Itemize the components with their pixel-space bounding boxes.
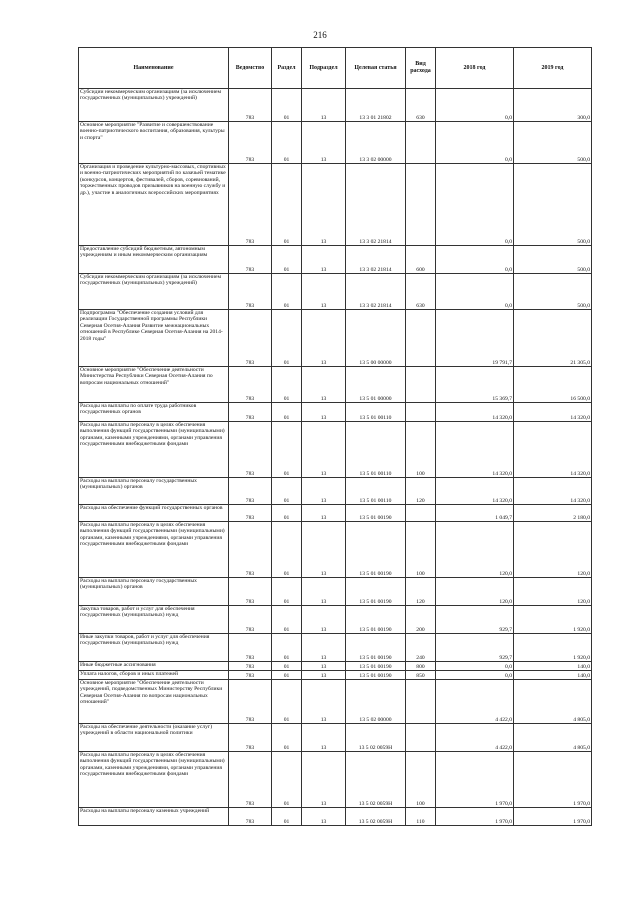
cell-2019: 2 180,0 [514, 505, 592, 522]
cell-2019: 140,0 [514, 671, 592, 680]
header-target: Целевая статья [346, 48, 406, 89]
cell-section: 01 [272, 310, 302, 367]
cell-section: 01 [272, 246, 302, 274]
cell-exp-type: 100 [406, 752, 436, 808]
cell-target: 13 5 02 0059Н [346, 808, 406, 826]
table-row [79, 662, 592, 671]
cell-name: Расходы на выплаты персоналу в целях обеспечения выполнения функций государственными (муниципальными) органами, казенными учреждениями, органами управления государственными внебюджетными фондами [79, 422, 229, 478]
cell-2018: 15 369,7 [436, 367, 514, 403]
cell-target: 13 3 02 00000 [346, 122, 406, 164]
cell-name: Основное мероприятие "Обеспечение деятельности Министерства Республики Северная Осетия-Алания по вопросам национальных отношений" [79, 367, 229, 403]
cell-subsection: 13 [302, 606, 346, 634]
cell-subsection: 13 [302, 808, 346, 826]
cell-dept: 783 [229, 671, 272, 680]
cell-2018: 4 422,0 [436, 724, 514, 752]
cell-exp-type: 120 [406, 578, 436, 606]
header-dept: Ведомство [229, 48, 272, 89]
cell-section: 01 [272, 680, 302, 724]
cell-exp-type: 630 [406, 89, 436, 122]
cell-subsection: 13 [302, 671, 346, 680]
cell-2019: 120,0 [514, 578, 592, 606]
cell-2018: 0,0 [436, 662, 514, 671]
table-row [79, 724, 592, 752]
header-name: Наименование [79, 48, 229, 89]
cell-name: Расходы на обеспечение функций государственных органов [79, 505, 229, 522]
cell-subsection: 13 [302, 752, 346, 808]
cell-exp-type: 120 [406, 478, 436, 505]
cell-subsection: 13 [302, 403, 346, 422]
cell-2019: 14 320,0 [514, 422, 592, 478]
cell-name: Закупка товаров, работ и услуг для обеспечения государственных (муниципальных) нужд [79, 606, 229, 634]
cell-dept: 783 [229, 522, 272, 578]
cell-subsection: 13 [302, 246, 346, 274]
cell-section: 01 [272, 808, 302, 826]
cell-2019: 120,0 [514, 522, 592, 578]
cell-subsection: 13 [302, 367, 346, 403]
table-body [79, 89, 592, 826]
cell-name: Расходы на выплаты персоналу в целях обеспечения выполнения функций государственными (муниципальными) органами, казенными учреждениями, органами управления государственными внебюджетными фондами [79, 752, 229, 808]
cell-section: 01 [272, 505, 302, 522]
cell-section: 01 [272, 274, 302, 310]
cell-exp-type [406, 122, 436, 164]
cell-exp-type: 100 [406, 522, 436, 578]
cell-section: 01 [272, 367, 302, 403]
cell-section: 01 [272, 724, 302, 752]
cell-2018: 120,0 [436, 522, 514, 578]
cell-2019: 21 305,0 [514, 310, 592, 367]
cell-2019: 1 920,0 [514, 606, 592, 634]
table-row [79, 671, 592, 680]
cell-exp-type [406, 505, 436, 522]
cell-2018: 1 970,0 [436, 808, 514, 826]
cell-subsection: 13 [302, 680, 346, 724]
cell-2019: 1 920,0 [514, 634, 592, 662]
cell-section: 01 [272, 606, 302, 634]
cell-name: Субсидии некоммерческим организациям (за исключением государственных (муниципальных) учреждений) [79, 89, 229, 122]
cell-exp-type: 850 [406, 671, 436, 680]
cell-2019: 1 970,0 [514, 752, 592, 808]
cell-exp-type: 800 [406, 662, 436, 671]
header-2018: 2018 год [436, 48, 514, 89]
cell-target: 13 5 01 00110 [346, 478, 406, 505]
table-row [79, 634, 592, 662]
cell-2018: 4 422,0 [436, 680, 514, 724]
cell-subsection: 13 [302, 274, 346, 310]
cell-exp-type: 200 [406, 606, 436, 634]
cell-section: 01 [272, 422, 302, 478]
cell-dept: 783 [229, 752, 272, 808]
table-row [79, 752, 592, 808]
cell-2019: 4 805,0 [514, 724, 592, 752]
cell-target: 13 3 02 21814 [346, 164, 406, 246]
cell-section: 01 [272, 522, 302, 578]
table-row [79, 808, 592, 826]
table-row [79, 274, 592, 310]
cell-target: 13 5 01 00190 [346, 522, 406, 578]
cell-exp-type [406, 680, 436, 724]
cell-section: 01 [272, 662, 302, 671]
cell-dept: 783 [229, 478, 272, 505]
cell-2019: 14 320,0 [514, 478, 592, 505]
cell-2018: 1 049,7 [436, 505, 514, 522]
cell-2019: 300,0 [514, 89, 592, 122]
cell-exp-type: 100 [406, 422, 436, 478]
table-row [79, 403, 592, 422]
cell-name: Расходы на выплаты персоналу казенных учреждений [79, 808, 229, 826]
cell-target: 13 3 02 21814 [346, 274, 406, 310]
cell-2019: 14 320,0 [514, 403, 592, 422]
cell-dept: 783 [229, 634, 272, 662]
cell-target: 13 5 02 0059Н [346, 724, 406, 752]
cell-2018: 0,0 [436, 246, 514, 274]
cell-2018: 929,7 [436, 634, 514, 662]
cell-2018: 0,0 [436, 671, 514, 680]
cell-target: 13 5 01 00000 [346, 367, 406, 403]
cell-dept: 783 [229, 724, 272, 752]
cell-section: 01 [272, 164, 302, 246]
cell-2018: 929,7 [436, 606, 514, 634]
cell-dept: 783 [229, 367, 272, 403]
cell-section: 01 [272, 752, 302, 808]
cell-2019: 140,0 [514, 662, 592, 671]
cell-2019: 4 805,0 [514, 680, 592, 724]
cell-section: 01 [272, 403, 302, 422]
cell-2019: 500,0 [514, 274, 592, 310]
cell-name: Расходы на выплаты персоналу государственных (муниципальных) органов [79, 578, 229, 606]
cell-name: Основное мероприятие "Обеспечение деятельности учреждений, подведомственных Министерству Республики Северная Осетия-Алания по вопросам национальных отношений" [79, 680, 229, 724]
cell-target: 13 3 02 21814 [346, 246, 406, 274]
table-row [79, 310, 592, 367]
cell-2018: 1 970,0 [436, 752, 514, 808]
cell-section: 01 [272, 578, 302, 606]
cell-section: 01 [272, 122, 302, 164]
cell-exp-type [406, 164, 436, 246]
cell-target: 13 3 01 21802 [346, 89, 406, 122]
cell-dept: 783 [229, 164, 272, 246]
cell-name: Расходы на выплаты персоналу государственных (муниципальных) органов [79, 478, 229, 505]
cell-exp-type: 600 [406, 246, 436, 274]
cell-target: 13 5 01 00190 [346, 606, 406, 634]
cell-exp-type: 630 [406, 274, 436, 310]
cell-target: 13 5 00 00000 [346, 310, 406, 367]
cell-dept: 783 [229, 122, 272, 164]
cell-dept: 783 [229, 578, 272, 606]
cell-name: Уплата налогов, сборов и иных платежей [79, 671, 229, 680]
cell-2018: 14 320,0 [436, 403, 514, 422]
table-row [79, 680, 592, 724]
header-2019: 2019 год [514, 48, 592, 89]
cell-target: 13 5 01 00190 [346, 662, 406, 671]
cell-dept: 783 [229, 89, 272, 122]
cell-2018: 14 320,0 [436, 422, 514, 478]
cell-name: Расходы на обеспечение деятельности (оказание услуг) учреждений в области национальной политики [79, 724, 229, 752]
cell-target: 13 5 02 00000 [346, 680, 406, 724]
cell-dept: 783 [229, 680, 272, 724]
cell-target: 13 5 01 00190 [346, 578, 406, 606]
cell-subsection: 13 [302, 89, 346, 122]
cell-name: Расходы на выплаты по оплате труда работников государственных органов [79, 403, 229, 422]
cell-2019: 1 970,0 [514, 808, 592, 826]
cell-section: 01 [272, 671, 302, 680]
table-row [79, 422, 592, 478]
cell-target: 13 5 02 0059Н [346, 752, 406, 808]
cell-dept: 783 [229, 662, 272, 671]
table-row [79, 478, 592, 505]
cell-subsection: 13 [302, 505, 346, 522]
header-subsection: Подраздел [302, 48, 346, 89]
cell-2018: 120,0 [436, 578, 514, 606]
cell-target: 13 5 01 00190 [346, 671, 406, 680]
cell-subsection: 13 [302, 164, 346, 246]
header-section: Раздел [272, 48, 302, 89]
cell-exp-type [406, 724, 436, 752]
cell-2018: 0,0 [436, 164, 514, 246]
cell-target: 13 5 01 00110 [346, 403, 406, 422]
page-number: 216 [313, 30, 327, 40]
budget-table [78, 47, 592, 826]
cell-2018: 0,0 [436, 274, 514, 310]
cell-exp-type: 240 [406, 634, 436, 662]
cell-exp-type [406, 367, 436, 403]
table-row [79, 367, 592, 403]
table-row [79, 89, 592, 122]
table-row [79, 606, 592, 634]
cell-subsection: 13 [302, 478, 346, 505]
cell-2019: 500,0 [514, 122, 592, 164]
cell-2018: 0,0 [436, 122, 514, 164]
cell-dept: 783 [229, 808, 272, 826]
cell-2019: 500,0 [514, 164, 592, 246]
cell-name: Расходы на выплаты персоналу в целях обеспечения выполнения функций государственными (муниципальными) органами, казенными учреждениями, органами управления государственными внебюджетными фондами [79, 522, 229, 578]
cell-name: Иные закупки товаров, работ и услуг для обеспечения государственных (муниципальных) нужд [79, 634, 229, 662]
cell-name: Организация и проведение культурно-массовых, спортивных и военно-патриотических мероприятий по казачьей тематике (конкурсов, концертов, фестивалей, сборов, соревнований, торжественных проводов призывников на военную службу и др.), участие в аналогичных всероссийских мероприятиях [79, 164, 229, 246]
cell-dept: 783 [229, 246, 272, 274]
table-row [79, 522, 592, 578]
table-header [79, 48, 592, 89]
cell-exp-type: 110 [406, 808, 436, 826]
cell-2019: 500,0 [514, 246, 592, 274]
cell-dept: 783 [229, 403, 272, 422]
cell-section: 01 [272, 634, 302, 662]
cell-2018: 0,0 [436, 89, 514, 122]
table-row [79, 164, 592, 246]
cell-dept: 783 [229, 505, 272, 522]
cell-subsection: 13 [302, 662, 346, 671]
cell-exp-type [406, 310, 436, 367]
cell-dept: 783 [229, 274, 272, 310]
cell-name: Субсидии некоммерческим организациям (за исключением государственных (муниципальных) учреждений) [79, 274, 229, 310]
cell-name: Основное мероприятие "Развитие и совершенствование военно-патриотического воспитания, образования, культуры и спорта" [79, 122, 229, 164]
cell-target: 13 5 01 00110 [346, 422, 406, 478]
cell-subsection: 13 [302, 310, 346, 367]
cell-subsection: 13 [302, 578, 346, 606]
cell-name: Предоставление субсидий бюджетным, автономным учреждениям и иным некоммерческим организациям [79, 246, 229, 274]
cell-subsection: 13 [302, 522, 346, 578]
cell-2018: 19 791,7 [436, 310, 514, 367]
header-exp-type: Вид расхода [406, 48, 436, 89]
cell-subsection: 13 [302, 122, 346, 164]
table-row [79, 122, 592, 164]
table-row [79, 246, 592, 274]
cell-dept: 783 [229, 422, 272, 478]
cell-section: 01 [272, 478, 302, 505]
table-row [79, 578, 592, 606]
cell-target: 13 5 01 00190 [346, 634, 406, 662]
cell-subsection: 13 [302, 724, 346, 752]
cell-2019: 16 500,0 [514, 367, 592, 403]
cell-name: Подпрограмма "Обеспечение создания условий для реализации Государственной программы Республики Северная Осетия-Алания Развитие межнациональных отношений в Республике Северная Осетия-Алания на 2014-2018 годы" [79, 310, 229, 367]
cell-dept: 783 [229, 310, 272, 367]
cell-section: 01 [272, 89, 302, 122]
cell-2018: 14 320,0 [436, 478, 514, 505]
table-row [79, 505, 592, 522]
cell-subsection: 13 [302, 422, 346, 478]
cell-exp-type [406, 403, 436, 422]
cell-dept: 783 [229, 606, 272, 634]
cell-subsection: 13 [302, 634, 346, 662]
cell-name: Иные бюджетные ассигнования [79, 662, 229, 671]
cell-target: 13 5 01 00190 [346, 505, 406, 522]
